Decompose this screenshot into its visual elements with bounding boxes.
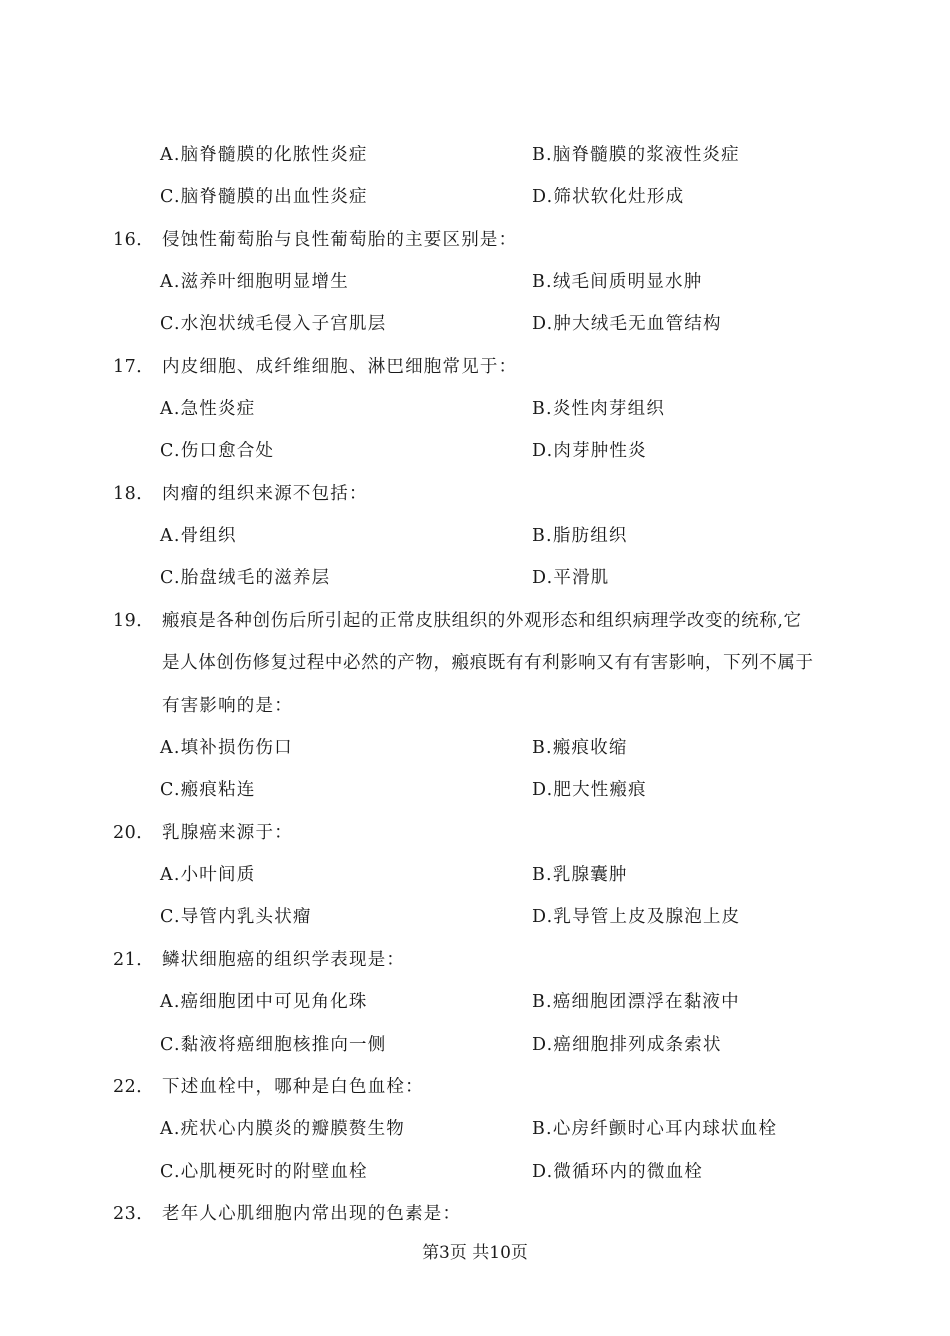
question-number: 22． (113, 1077, 155, 1097)
option-b: B.心房纤颤时心耳内球状血栓 (532, 1119, 778, 1139)
option-a: A.疣状心内膜炎的瓣膜赘生物 (160, 1119, 405, 1139)
option-a: A.癌细胞团中可见角化珠 (160, 992, 368, 1012)
question-stem: 下述血栓中，哪种是白色血栓： (162, 1077, 424, 1097)
option-a: A.滋养叶细胞明显增生 (160, 272, 349, 292)
option-c: C.水泡状绒毛侵入子宫肌层 (160, 314, 387, 334)
question-stem: 侵蚀性葡萄胎与良性葡萄胎的主要区别是： (162, 230, 518, 250)
question-stem-line: 瘢痕是各种创伤后所引起的正常皮肤组织的外观形态和组织病理学改变的统称,它 (162, 611, 802, 631)
question-stem: 肉瘤的组织来源不包括： (162, 484, 368, 504)
question-number: 23． (113, 1204, 155, 1224)
option-a: A.小叶间质 (160, 865, 256, 885)
question-number: 17． (113, 357, 155, 377)
question-stem-line: 是人体创伤修复过程中必然的产物，瘢痕既有有利影响又有有害影响，下列不属于 (162, 653, 814, 673)
option-c: C.导管内乳头状瘤 (160, 907, 312, 927)
option-b: B.绒毛间质明显水肿 (532, 272, 703, 292)
option-b: B.癌细胞团漂浮在黏液中 (532, 992, 740, 1012)
option-b: B.脑脊髓膜的浆液性炎症 (532, 145, 740, 165)
option-c: C.瘢痕粘连 (160, 780, 256, 800)
option-d: D.肉芽肿性炎 (532, 441, 647, 461)
question-number: 18． (113, 484, 155, 504)
question-number: 20． (113, 823, 155, 843)
option-c: C.伤口愈合处 (160, 441, 275, 461)
option-b: B.乳腺囊肿 (532, 865, 628, 885)
question-stem: 内皮细胞、成纤维细胞、淋巴细胞常见于： (162, 357, 518, 377)
option-d: D.微循环内的微血栓 (532, 1162, 703, 1182)
question-number: 16． (113, 230, 155, 250)
option-a: A.骨组织 (160, 526, 237, 546)
option-d: D.癌细胞排列成条索状 (532, 1035, 722, 1055)
option-c: C.心肌梗死时的附壁血栓 (160, 1162, 368, 1182)
option-c: C.脑脊髓膜的出血性炎症 (160, 187, 368, 207)
option-b: B.瘢痕收缩 (532, 738, 628, 758)
question-stem: 乳腺癌来源于： (162, 823, 293, 843)
question-stem: 鳞状细胞癌的组织学表现是： (162, 950, 406, 970)
option-a: A.急性炎症 (160, 399, 256, 419)
question-stem: 老年人心肌细胞内常出现的色素是： (162, 1204, 462, 1224)
option-d: D.肿大绒毛无血管结构 (532, 314, 722, 334)
option-b: B.脂肪组织 (532, 526, 628, 546)
option-d: D.筛状软化灶形成 (532, 187, 685, 207)
option-d: D.平滑肌 (532, 568, 610, 588)
question-stem-line: 有害影响的是： (162, 696, 293, 716)
question-number: 19． (113, 611, 155, 631)
option-a: A.填补损伤伤口 (160, 738, 293, 758)
option-d: D.肥大性瘢痕 (532, 780, 647, 800)
page-footer: 第3页 共10页 (422, 1243, 528, 1263)
option-d: D.乳导管上皮及腺泡上皮 (532, 907, 741, 927)
option-a: A.脑脊髓膜的化脓性炎症 (160, 145, 368, 165)
option-c: C.胎盘绒毛的滋养层 (160, 568, 331, 588)
option-b: B.炎性肉芽组织 (532, 399, 666, 419)
question-number: 21． (113, 950, 155, 970)
option-c: C.黏液将癌细胞核推向一侧 (160, 1035, 387, 1055)
